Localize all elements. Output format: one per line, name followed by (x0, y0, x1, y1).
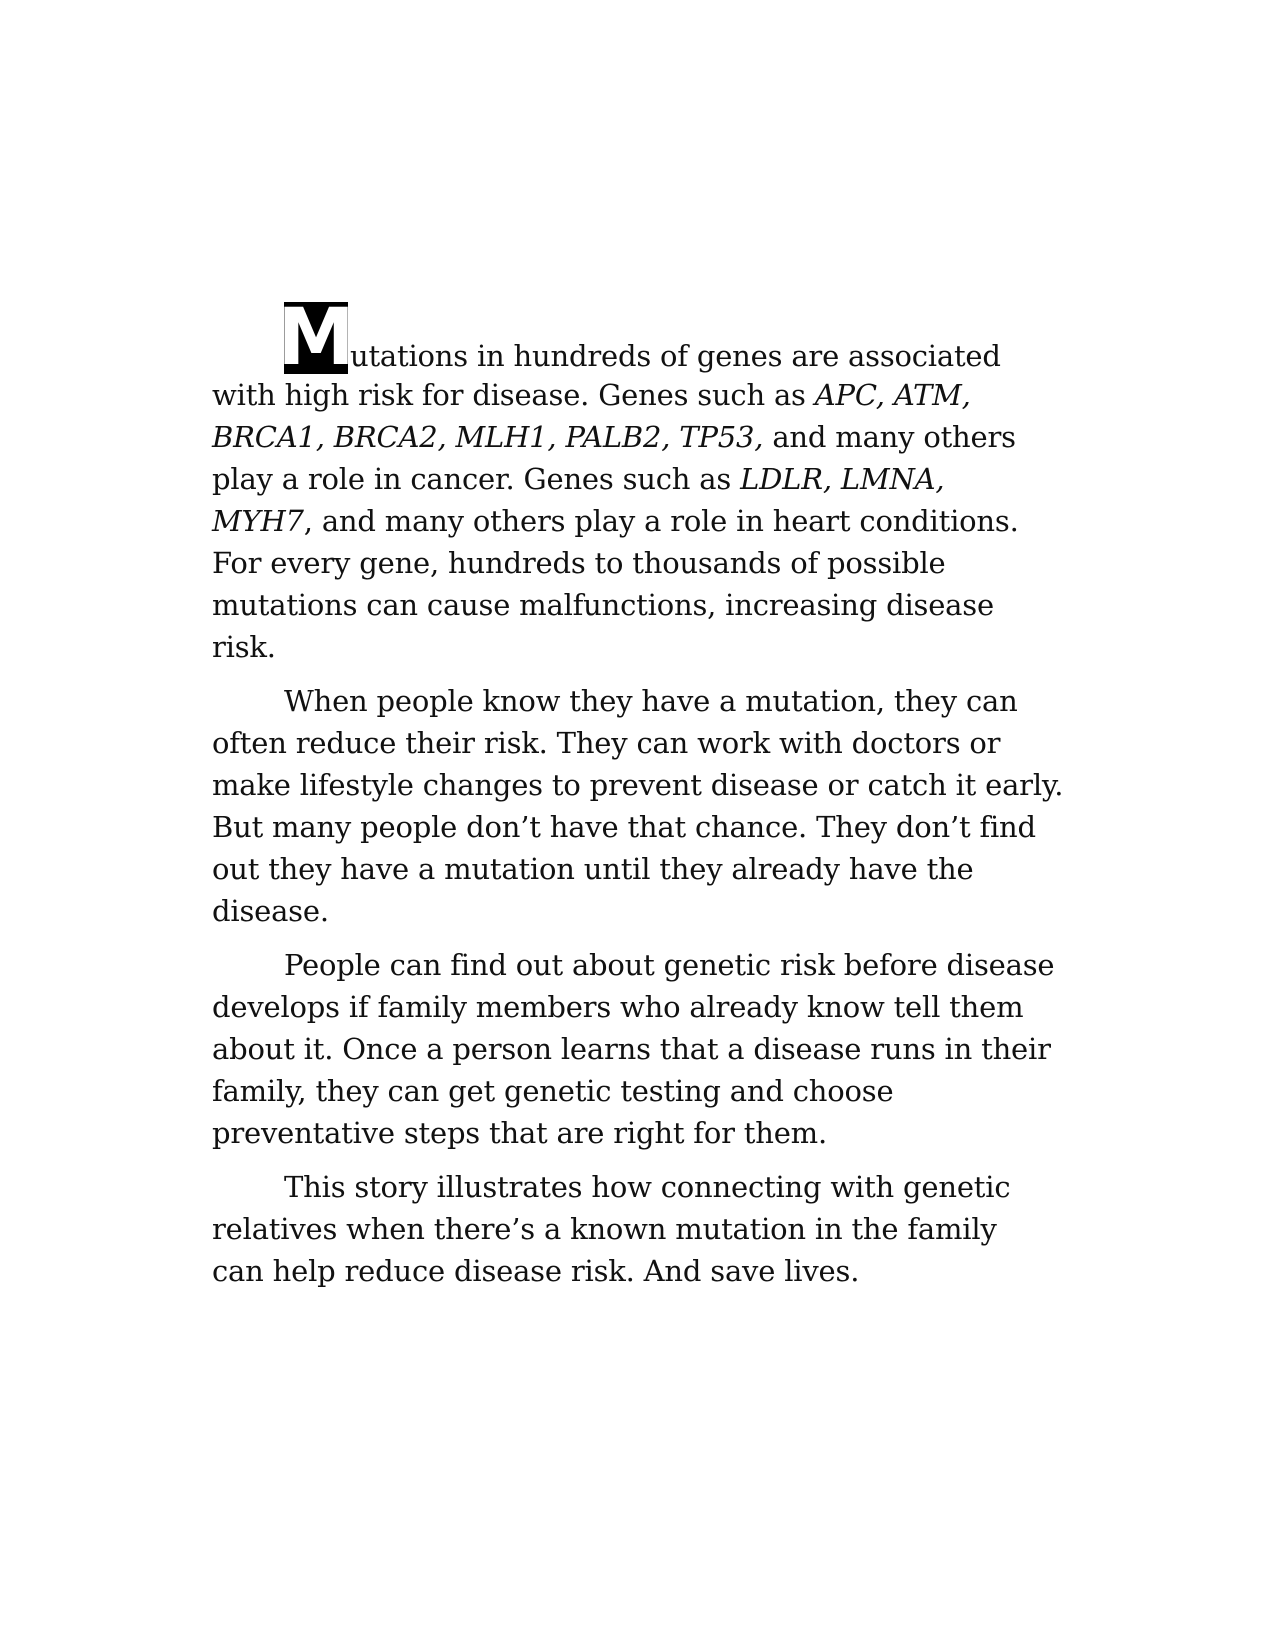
text-line (212, 416, 1062, 458)
gene-names: LDLR, LMNA, (740, 462, 945, 496)
text-segment: People can find out about genetic risk before disease (284, 948, 1055, 982)
first-line (212, 293, 1062, 383)
paragraph-4 (212, 1166, 1062, 1292)
text-line (212, 458, 1062, 500)
text-line (212, 500, 1062, 542)
text-line (212, 944, 1062, 986)
text-segment: This story illustrates how connecting with genetic (284, 1170, 1011, 1204)
text-line (212, 584, 1062, 626)
text-segment: risk. (212, 630, 276, 664)
text-segment: When people know they have a mutation, they can (284, 684, 1018, 718)
gene-names: BRCA1, BRCA2, MLH1, PALB2, TP53, (212, 420, 764, 454)
text-line (212, 1166, 1062, 1208)
text-line (212, 680, 1062, 722)
text-segment: with high risk for disease. Genes such as (212, 378, 815, 412)
body-text (212, 293, 1064, 1292)
text-line: develops if family members who already know tell them (212, 990, 1024, 1024)
paragraph-1 (212, 293, 1062, 668)
paragraph-3 (212, 944, 1062, 1154)
text-line: family, they can get genetic testing and choose (212, 1074, 894, 1108)
text-segment: mutations can cause malfunctions, increasing disease (212, 588, 994, 622)
text-segment: For every gene, hundreds to thousands of possible (212, 546, 946, 580)
text-line: out they have a mutation until they already have the (212, 852, 974, 886)
text-line (212, 374, 1062, 416)
text-line: relatives when there’s a known mutation in the family (212, 1212, 997, 1246)
text-segment: play a role in cancer. Genes such as (212, 462, 741, 496)
drop-cap: M (277, 293, 355, 383)
text-line: about it. Once a person learns that a disease runs in their (212, 1032, 1051, 1066)
text-line: But many people don’t have that chance. They don’t find (212, 810, 1036, 844)
text-line (212, 542, 1062, 584)
text-segment: and many others (763, 420, 1016, 454)
gene-names: MYH7 (212, 504, 304, 538)
text-line: preventative steps that are right for them. (212, 1116, 827, 1150)
paragraph-2 (212, 680, 1062, 932)
text-line (212, 626, 1062, 668)
first-line-text: utations in hundreds of genes are associated (350, 339, 1001, 373)
text-line: can help reduce disease risk. And save lives. (212, 1254, 860, 1288)
gene-names: APC, ATM, (814, 378, 971, 412)
text-segment: , and many others play a role in heart conditions. (303, 504, 1019, 538)
text-line: disease. (212, 894, 329, 928)
text-line: often reduce their risk. They can work with doctors or (212, 726, 1001, 760)
text-line: make lifestyle changes to prevent disease or catch it early. (212, 768, 1064, 802)
